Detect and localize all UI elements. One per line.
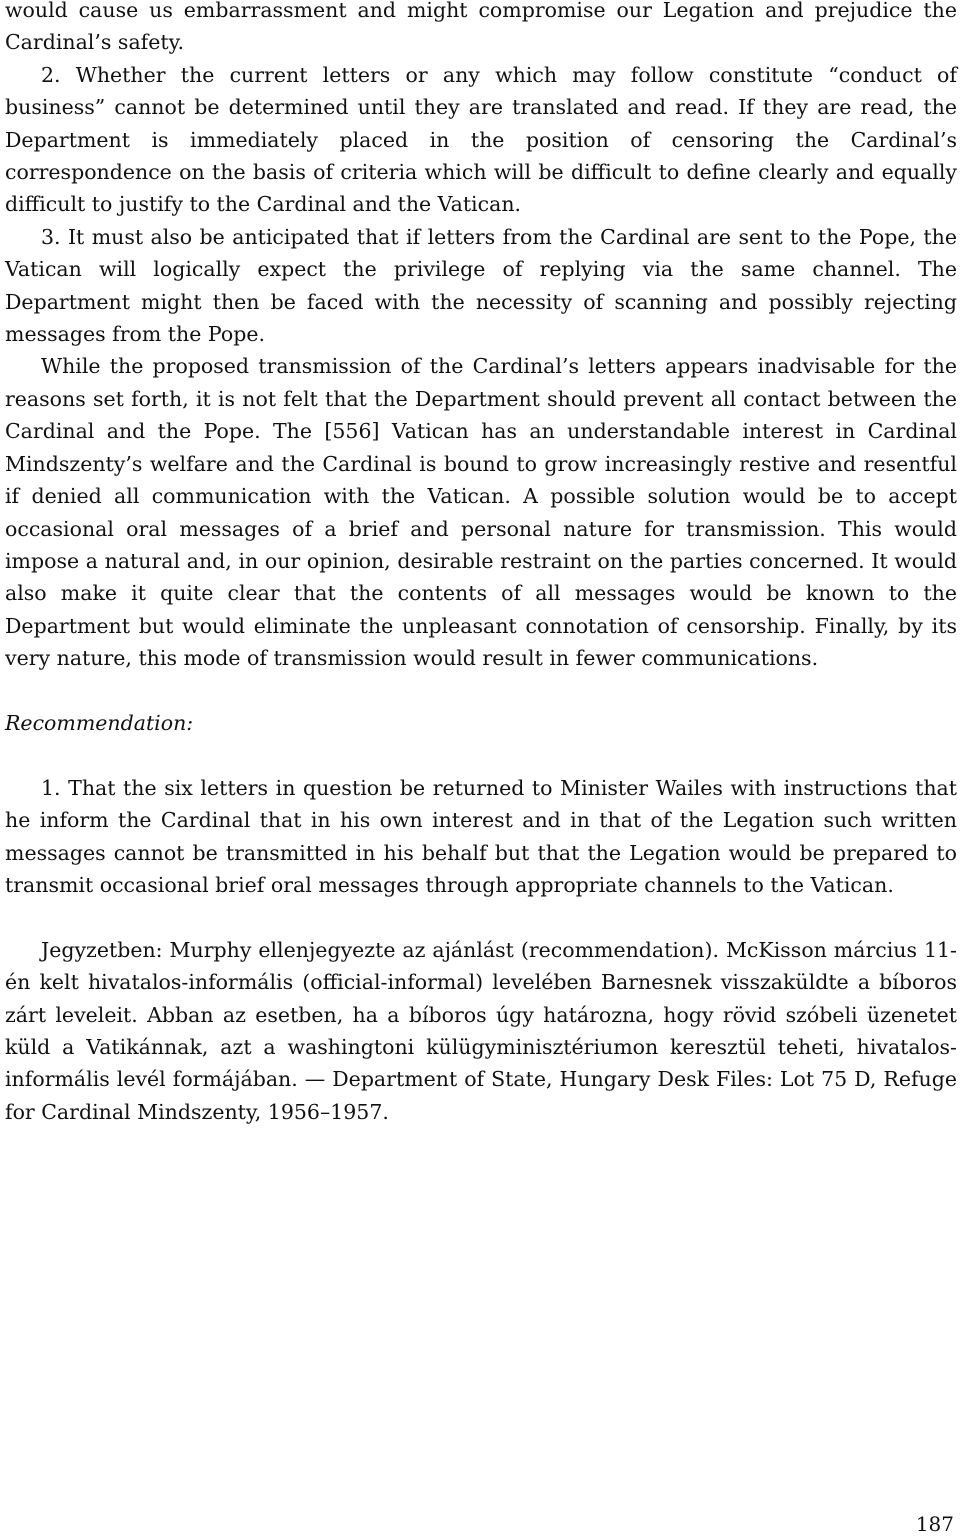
footnote-paragraph: Jegyzetben: Murphy ellenjegyezte az ajánlást (recommendation). McKisson március 11-én kelt hivatalos-informális (official-informal) levelében Barnesnek visszaküldte a bíboros zárt leveleit. Abban az esetben, ha a bíboros úgy határozna, hogy rövid szóbeli üzenetet küld a Vatikánnak, azt a washingtoni külügyminisztériumon keresztül teheti, hivatalos-informális levél formájában. — Department of State, Hungary Desk Files: Lot 75 D, Refuge for Cardinal Mindszenty, 1956–1957.	[5, 937, 957, 1124]
continued-paragraph: would cause us embarrassment and might compromise our Legation and prejudice the Cardinal’s safety.	[5, 0, 957, 55]
discussion-paragraph: While the proposed transmission of the Cardinal’s letters appears inadvisable for the reasons set forth, it is not felt that the Department should prevent all contact between the Cardinal and the Pope. The [556] Vatican has an understandable interest in Cardinal Mindszenty’s welfare and the Cardinal is bound to grow increasingly restive and resentful if denied all communication with the Vatican. A possible solution would be to accept occasional oral messages of a brief and personal nature for transmission. This would impose a natural and, in our opinion, desirable restraint on the parties concerned. It would also make it quite clear that the contents of all messages would be known to the Department but would eliminate the unpleasant connotation of censorship. Finally, by its very nature, this mode of transmission would result in fewer communications.	[5, 354, 957, 671]
recommendation-paragraph: 1. That the six letters in question be returned to Minister Wailes with instructions that he inform the Cardinal that in his own interest and in that of the Legation such written messages cannot be transmitted in his behalf but that the Legation would be prepared to transmit occasional brief oral messages through appropriate channels to the Vatican.	[5, 775, 957, 897]
document-page	[5, 0, 957, 1128]
page-number: 187	[915, 1512, 954, 1536]
recommendation-heading: Recommendation:	[5, 710, 194, 735]
point-3-paragraph: 3. It must also be anticipated that if letters from the Cardinal are sent to the Pope, the Vatican will logically expect the privilege of replying via the same channel. The Department might then be faced with the necessity of scanning and possibly rejecting messages from the Pope.	[5, 224, 957, 347]
point-2-paragraph: 2. Whether the current letters or any which may follow constitute “conduct of business” cannot be determined until they are translated and read. If they are read, the Department is immediately placed in the position of censoring the Cardinal’s correspondence on the basis of criteria which will be difficult to define clearly and equally difficult to justify to the Cardinal and the Vatican.	[5, 62, 957, 217]
